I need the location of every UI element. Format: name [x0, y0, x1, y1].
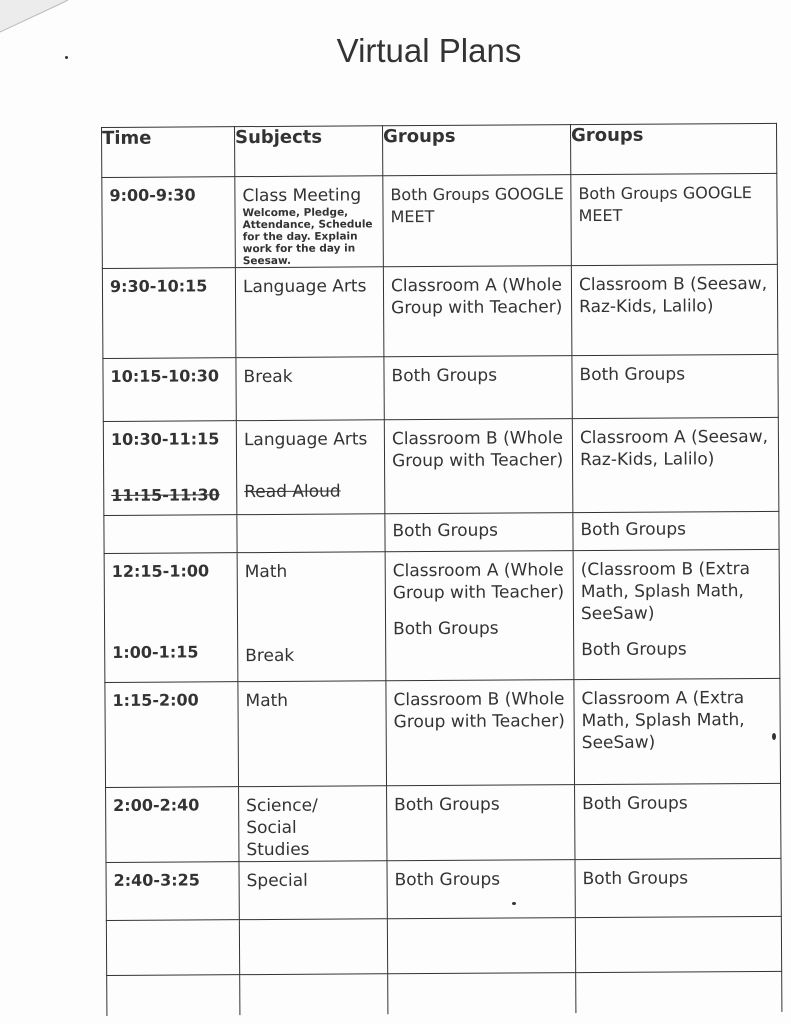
time-cell: 10:15-10:30 — [103, 358, 236, 422]
group-cell: Both Groups — [387, 785, 575, 861]
empty-cell — [239, 919, 387, 975]
group-cell: Both Groups — [385, 513, 573, 552]
subject-cell — [237, 514, 385, 553]
empty-cell — [107, 975, 240, 1016]
column-header-subjects: Subjects — [235, 126, 383, 177]
group-cell: Classroom A (Whole Group with Teacher) Both Groups — [385, 551, 574, 681]
empty-cell — [106, 920, 239, 976]
time-cell: 2:00-2:40 — [106, 787, 239, 863]
empty-cell — [388, 973, 576, 1014]
table-row — [102, 264, 778, 358]
empty-row — [107, 971, 782, 1015]
column-header-groups: Groups — [570, 123, 776, 174]
group-cell: Both Groups — [575, 858, 781, 917]
subject-note: Welcome, Pledge, Attendance, Schedule for the day. Explain work for the day in Seesaw. — [242, 206, 373, 268]
struck-time: 11:15-11:30 — [111, 485, 220, 505]
group-cell: Classroom B (Whole Group with Teacher) — [386, 680, 575, 786]
group-cell: Both Groups GOOGLE MEET — [383, 175, 572, 267]
group-cell: Classroom A (Extra Math, Splash Math, SeeSaw) — [574, 678, 781, 784]
subject-cell: Special — [239, 861, 387, 920]
group-cell: (Classroom B (Extra Math, Splash Math, SeeSaw) Both Groups — [573, 549, 780, 679]
struck-subject: Read Aloud — [244, 481, 341, 503]
group-cell: Classroom A (Seesaw, Raz-Kids, Lalilo) — [572, 417, 779, 512]
table-row — [105, 678, 781, 787]
time-cell: 12:15-1:00 1:00-1:15 — [104, 553, 238, 683]
subject-cell: Math Break — [237, 552, 386, 682]
time-cell: 10:30-11:15 11:15-11:30 — [103, 421, 237, 516]
subject-cell: Math — [238, 681, 387, 787]
empty-cell — [575, 916, 781, 972]
time-cell: 1:15-2:00 — [105, 682, 239, 788]
empty-row — [106, 916, 781, 975]
group-cell: Both Groups — [387, 860, 575, 919]
table-row — [104, 549, 780, 682]
group-cell: Classroom A (Whole Group with Teacher) — [383, 266, 572, 357]
table-row — [104, 511, 779, 553]
schedule-table — [101, 123, 782, 1016]
group-cell: Both Groups — [384, 356, 572, 420]
table-row — [102, 173, 778, 268]
empty-cell — [240, 974, 388, 1015]
subject-cell: Class Meeting Welcome, Pledge, Attendance, Schedule for the day. Explain work for the day in Seesaw. — [235, 176, 384, 268]
header-row — [102, 123, 777, 177]
subject-cell: Break — [236, 357, 384, 421]
group-cell: Both Groups — [573, 511, 779, 550]
subject-cell: Language Arts — [235, 267, 384, 358]
time-cell: 9:00-9:30 — [102, 177, 236, 269]
group-cell: Both Groups — [572, 354, 778, 418]
empty-cell — [576, 971, 782, 1012]
subject-cell: Science/ Social Studies — [239, 786, 387, 862]
group-cell: Classroom B (Seesaw, Raz-Kids, Lalilo) — [571, 264, 778, 355]
table-row — [103, 354, 778, 421]
column-header-time: Time — [102, 127, 235, 178]
time-cell: 9:30-10:15 — [102, 268, 236, 359]
table-row — [106, 783, 781, 862]
table-row — [106, 858, 781, 920]
group-cell: Both Groups — [575, 783, 781, 859]
time-cell — [104, 515, 237, 554]
time-cell: 2:40-3:25 — [106, 862, 239, 921]
table-row — [103, 417, 779, 515]
group-cell: Classroom B (Whole Group with Teacher) — [384, 419, 573, 514]
column-header-groups: Groups — [382, 125, 570, 176]
empty-cell — [387, 918, 575, 974]
group-cell: Both Groups GOOGLE MEET — [571, 173, 778, 265]
page-title: Virtual Plans — [336, 32, 522, 69]
subject-cell: Language Arts Read Aloud — [236, 420, 385, 515]
